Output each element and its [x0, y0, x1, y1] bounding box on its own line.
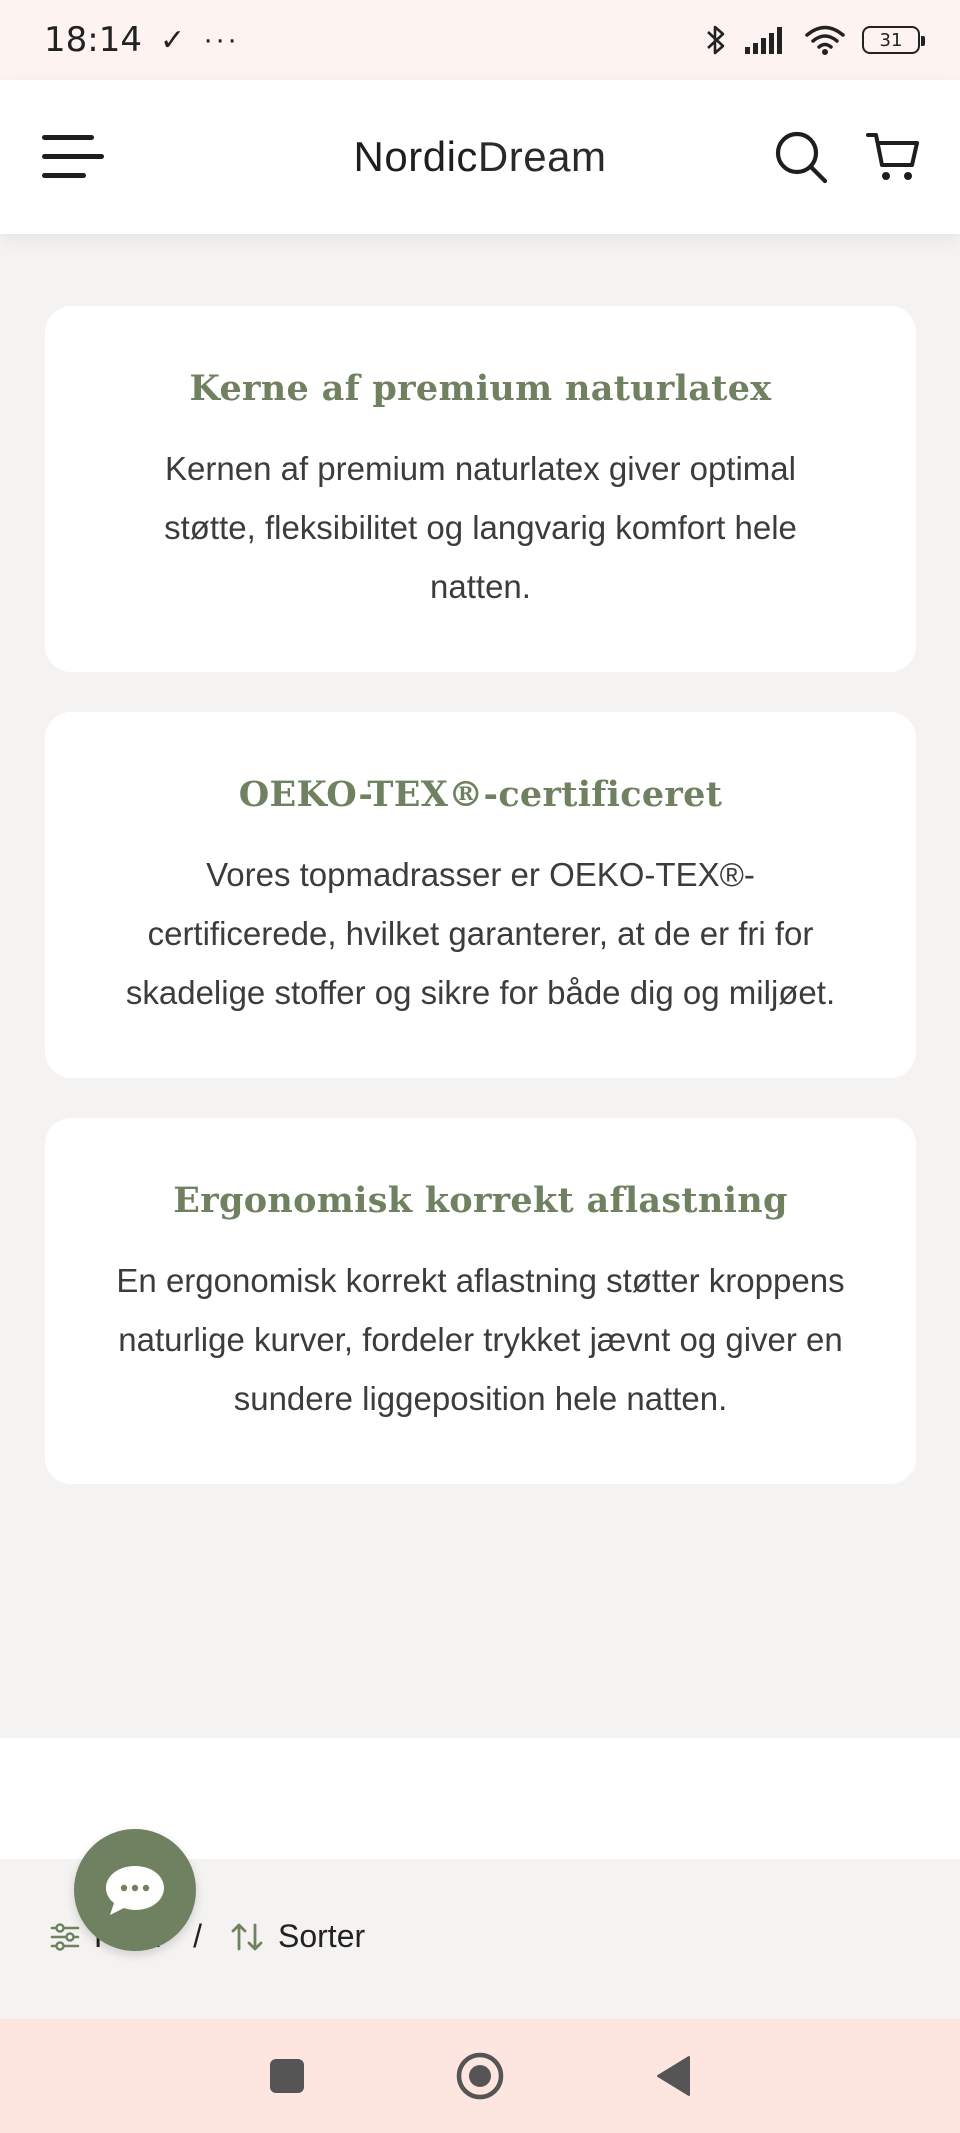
recent-apps-icon[interactable] — [269, 2058, 305, 2094]
feature-title: Kerne af premium naturlatex — [189, 368, 772, 409]
status-bar — [0, 0, 960, 80]
feature-description: Vores topmadrasser er OEKO-TEX®-certificerede, hvilket garanterer, at de er fri for skadelige stoffer og sikre for både dig og miljøet. — [125, 856, 836, 1011]
filter-icon[interactable] — [50, 1922, 80, 1952]
search-icon[interactable] — [774, 130, 828, 184]
logo-bold: Nordic — [353, 133, 478, 180]
status-right — [704, 23, 920, 57]
feature-card — [45, 1118, 916, 1484]
feature-card — [45, 306, 916, 672]
signal-icon — [744, 25, 788, 55]
check-icon: ✓ — [159, 23, 186, 57]
feature-title: Ergonomisk korrekt aflastning — [173, 1180, 788, 1221]
system-nav-bar — [0, 2019, 960, 2133]
sort-icon[interactable] — [230, 1921, 264, 1953]
home-icon[interactable] — [455, 2051, 505, 2101]
wifi-icon — [804, 24, 846, 56]
feature-card — [45, 712, 916, 1078]
battery-level: 31 — [879, 29, 903, 51]
feature-title: OEKO-TEX®-certificeret — [238, 774, 723, 815]
header-icons — [774, 130, 920, 184]
chat-bubble-icon — [102, 1860, 168, 1920]
battery-icon — [862, 26, 920, 54]
logo-light: Dream — [477, 133, 607, 180]
chat-button[interactable] — [74, 1829, 196, 1951]
cart-icon[interactable] — [866, 131, 920, 183]
bluetooth-icon — [704, 23, 728, 57]
sort-button[interactable]: Sorter — [278, 1918, 366, 1954]
feature-description: En ergonomisk korrekt aflastning støtter kroppens naturlige kurver, fordeler trykket jævnt og giver en sundere liggeposition hele natten. — [116, 1262, 845, 1417]
feature-description: Kernen af premium naturlatex giver optimal støtte, fleksibilitet og langvarig komfort hele natten. — [164, 450, 797, 605]
menu-icon[interactable] — [42, 133, 104, 181]
back-icon[interactable] — [655, 2055, 691, 2097]
status-left — [44, 20, 239, 60]
filter-separator: / — [193, 1918, 202, 1954]
site-header — [0, 80, 960, 234]
status-time: 18:14 — [44, 20, 142, 60]
more-dots-icon: ··· — [203, 23, 240, 56]
feature-cards — [45, 306, 916, 1524]
